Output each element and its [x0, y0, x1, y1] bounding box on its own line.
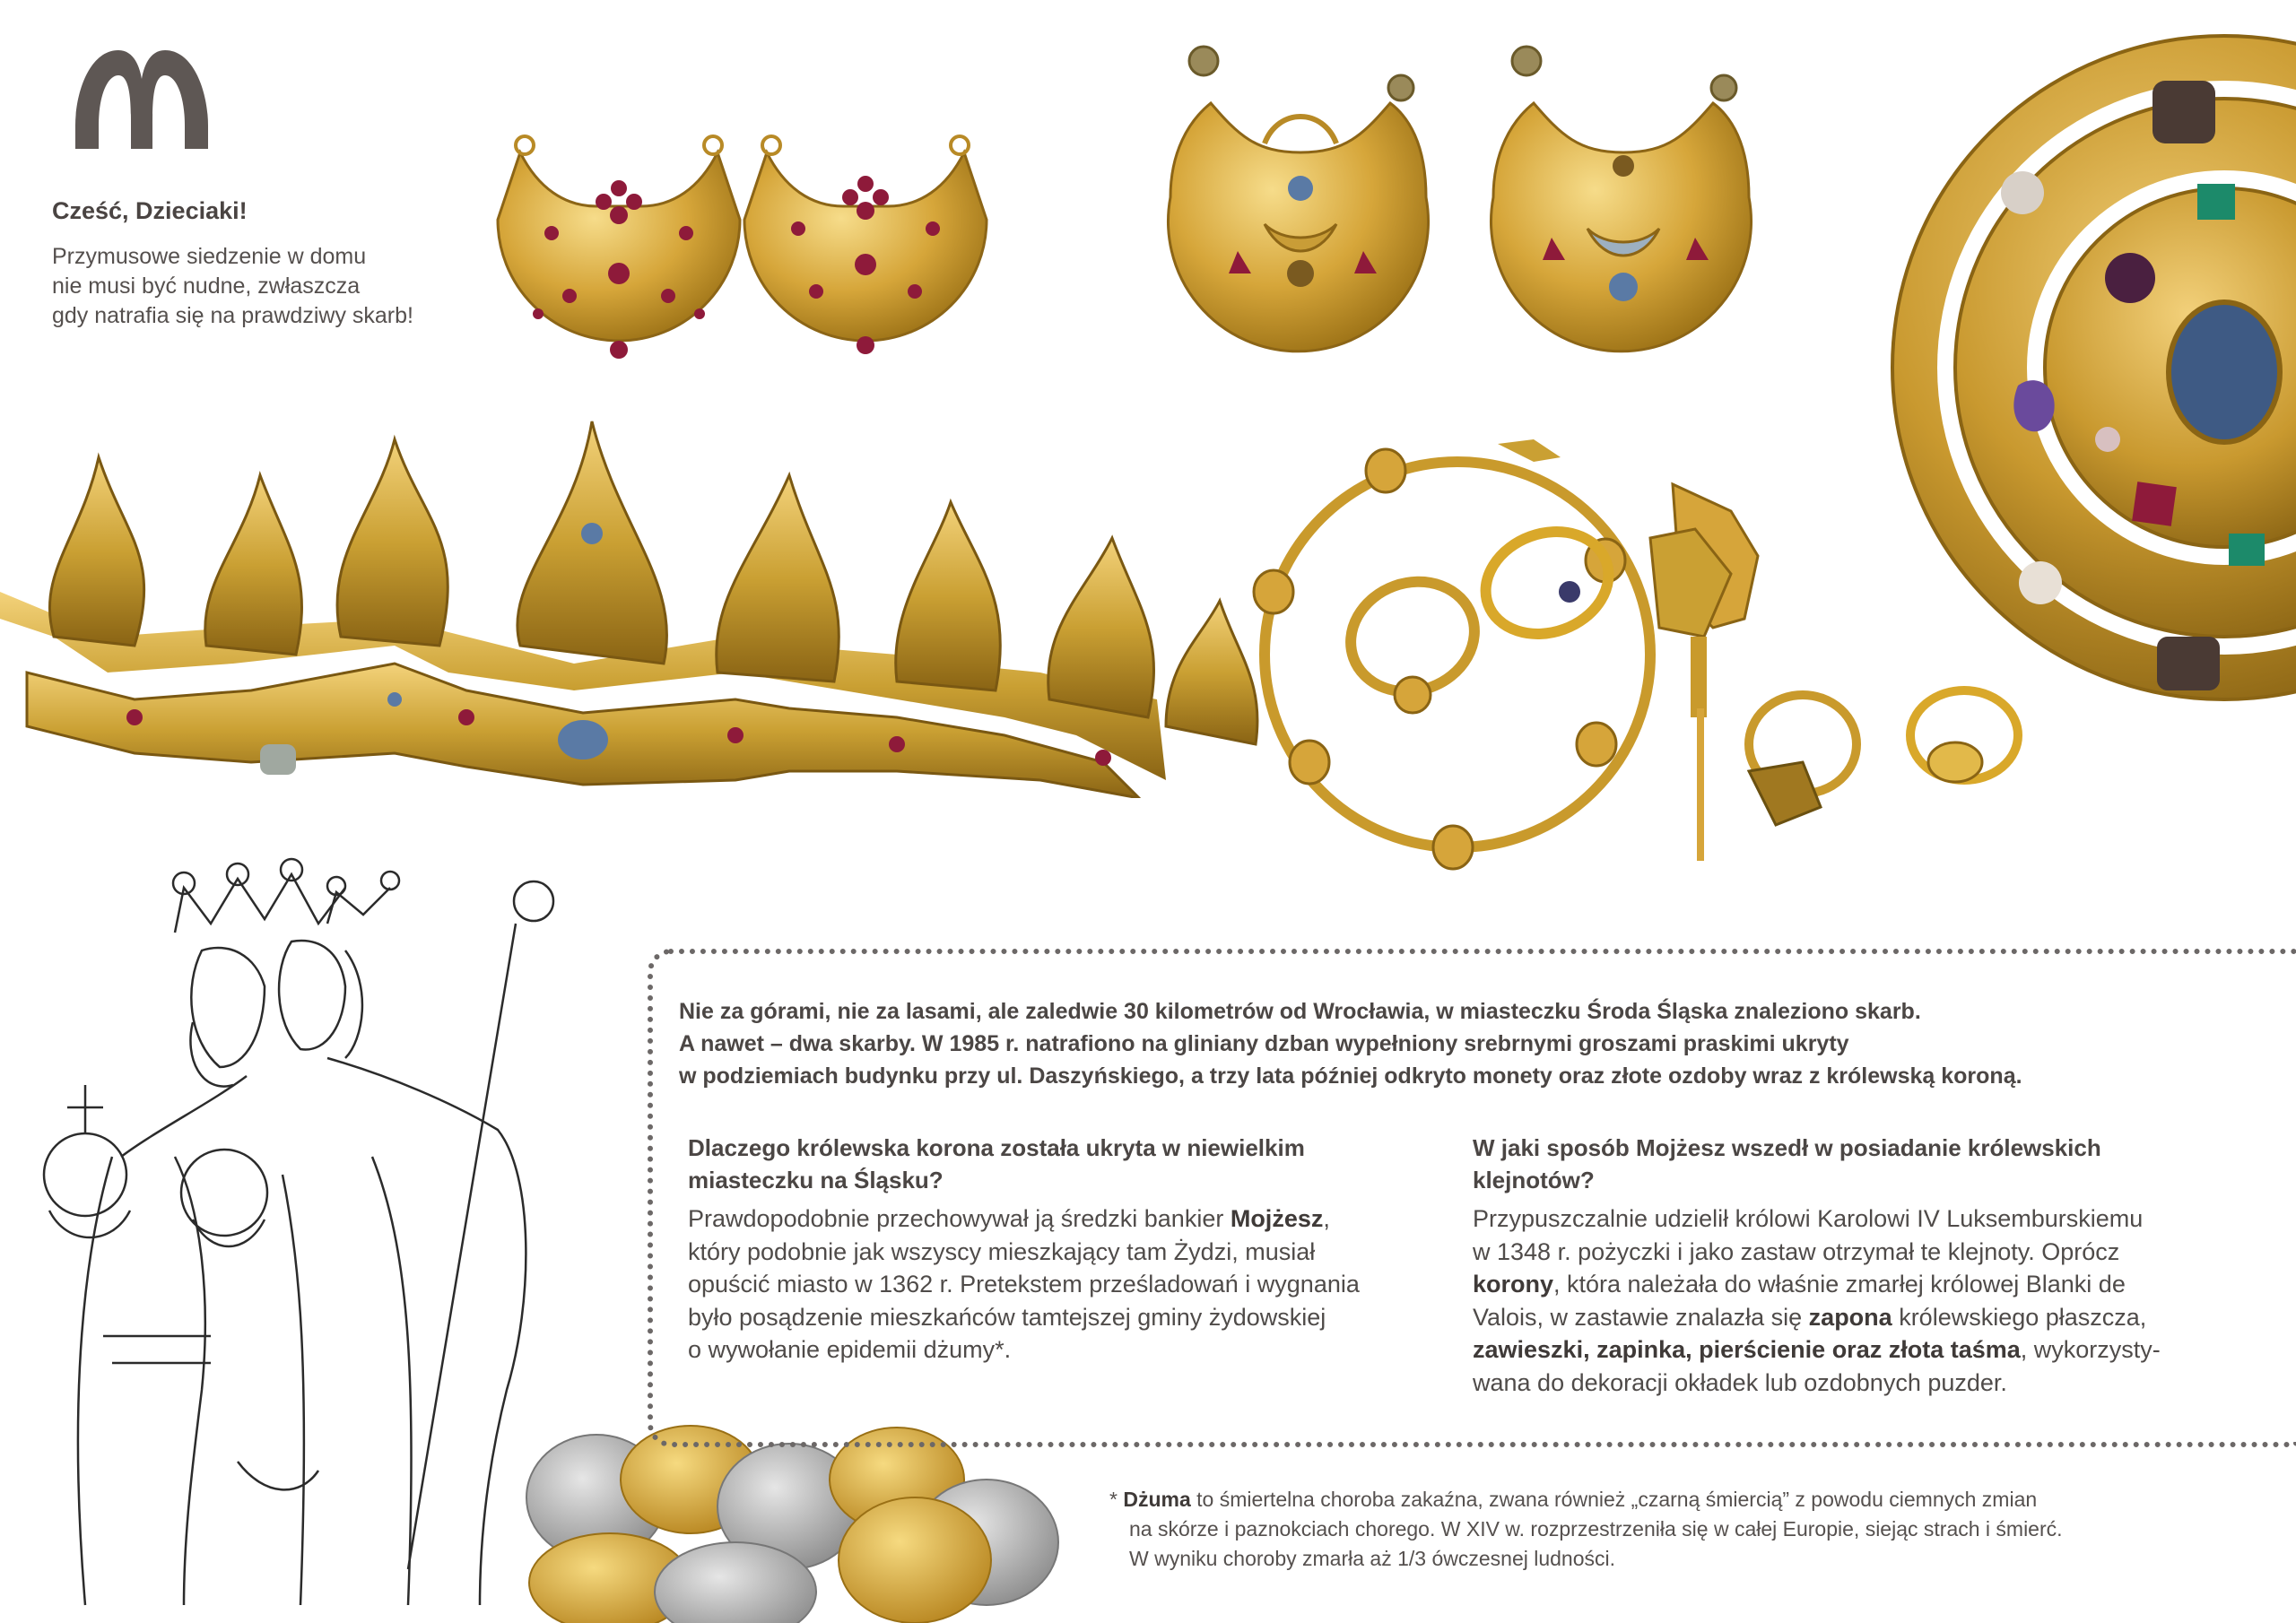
rings-and-bracelet-image — [1229, 404, 2072, 906]
question2-title-line: klejnotów? — [1473, 1167, 1595, 1193]
question1-title-line: Dlaczego królewska korona została ukryta w niewielkim — [688, 1134, 1305, 1161]
earring-3 — [1169, 47, 1429, 352]
earring-4 — [1492, 47, 1752, 352]
footnote-term: Dżuma — [1123, 1488, 1191, 1511]
answer2-line-1: Przypuszczalnie udzielił królowi Karolowi IV Luksemburskiemu — [1473, 1205, 2144, 1232]
crown-image — [0, 404, 1274, 798]
round-pendants-image — [1166, 18, 1874, 395]
greeting-line: nie musi być nudne, zwłaszcza — [52, 273, 361, 299]
name-mojzesz: Mojżesz — [1230, 1205, 1324, 1232]
greeting-title: Cześć, Dzieciaki! — [52, 197, 248, 224]
answer2-line-6: wana do dekoracji okładek lub ozdobnych puzder. — [1473, 1368, 2007, 1396]
answer1-line-3: opuścić miasto w 1362 r. Pretekstem prześladowań i wygnania — [688, 1271, 1360, 1298]
greeting-line: gdy natrafia się na prawdziwy skarb! — [52, 303, 413, 328]
greeting-text — [52, 242, 483, 331]
question1-title-line: miasteczku na Śląsku? — [688, 1167, 944, 1193]
earring-1 — [498, 136, 740, 359]
question1-title — [688, 1132, 1305, 1196]
museum-logo — [63, 43, 220, 155]
answer1-line-4: było posądzenie mieszkańców tamtejszej gminy żydowskiej — [688, 1303, 1326, 1331]
question2-title-line: W jaki sposób Mojżesz wszedł w posiadanie królewskich — [1473, 1134, 2101, 1161]
intro-text — [679, 995, 2284, 1092]
answer1-line-2: który podobnie jak wszyscy mieszkający tam Żydzi, musiał — [688, 1237, 1316, 1265]
earring-2 — [744, 136, 987, 354]
footnote-line-3: W wyniku choroby zmarła aż 1/3 ówczesnej ludności. — [1129, 1547, 1616, 1570]
question2-title — [1473, 1132, 2101, 1196]
term-jewels: zawieszki, zapinka, pierścienie oraz złota taśma — [1473, 1336, 2021, 1363]
intro-line: Nie za górami, nie za lasami, ale zaledwie 30 kilometrów od Wrocławia, w miasteczku Środa Śląska znaleziono skarb. — [679, 999, 1921, 1024]
footnote — [1109, 1485, 2275, 1574]
kings-drawing — [31, 834, 605, 1623]
answer1-line-5: o wywołanie epidemii dżumy*. — [688, 1336, 1012, 1363]
answer1-line-1: Prawdopodobnie przechowywał ją średzki bankier Mojżesz, — [688, 1205, 1330, 1232]
answer2-line-3: korony, która należała do właśnie zmarłej królowej Blanki de — [1473, 1271, 2126, 1298]
term-korony: korony — [1473, 1271, 1554, 1298]
answer2-line-4: Valois, w zastawie znalazła się zapona królewskiego płaszcza, — [1473, 1303, 2147, 1331]
answer2-line-5: zawieszki, zapinka, pierścienie oraz złota taśma, wykorzysty- — [1473, 1336, 2161, 1363]
greeting-line: Przymusowe siedzenie w domu — [52, 244, 367, 269]
footnote-line-1: * Dżuma to śmiertelna choroba zakaźna, zwana również „czarną śmiercią” z powodu ciemnych zmian — [1109, 1488, 2038, 1511]
intro-line: A nawet – dwa skarby. W 1985 r. natrafiono na gliniany dzban wypełniony srebrnymi groszami praskimi ukryty — [679, 1031, 1849, 1056]
intro-line: w podziemiach budynku przy ul. Daszyńskiego, a trzy lata później odkryto monety oraz złote ozdoby wraz z królewską koroną. — [679, 1063, 2022, 1089]
term-zapona: zapona — [1808, 1303, 1892, 1331]
answer2-line-2: w 1348 r. pożyczki i jako zastaw otrzymał te klejnoty. Oprócz — [1473, 1237, 2120, 1265]
pendant-earrings-image — [484, 90, 1166, 395]
question2-answer — [1473, 1202, 2161, 1399]
coins-image — [520, 1417, 1076, 1623]
question1-answer — [688, 1202, 1360, 1367]
footnote-line-2: na skórze i paznokciach chorego. W XIV w. rozprzestrzeniła się w całej Europie, siejąc strach i śmierć. — [1129, 1517, 2063, 1541]
logo-mark — [75, 50, 208, 149]
